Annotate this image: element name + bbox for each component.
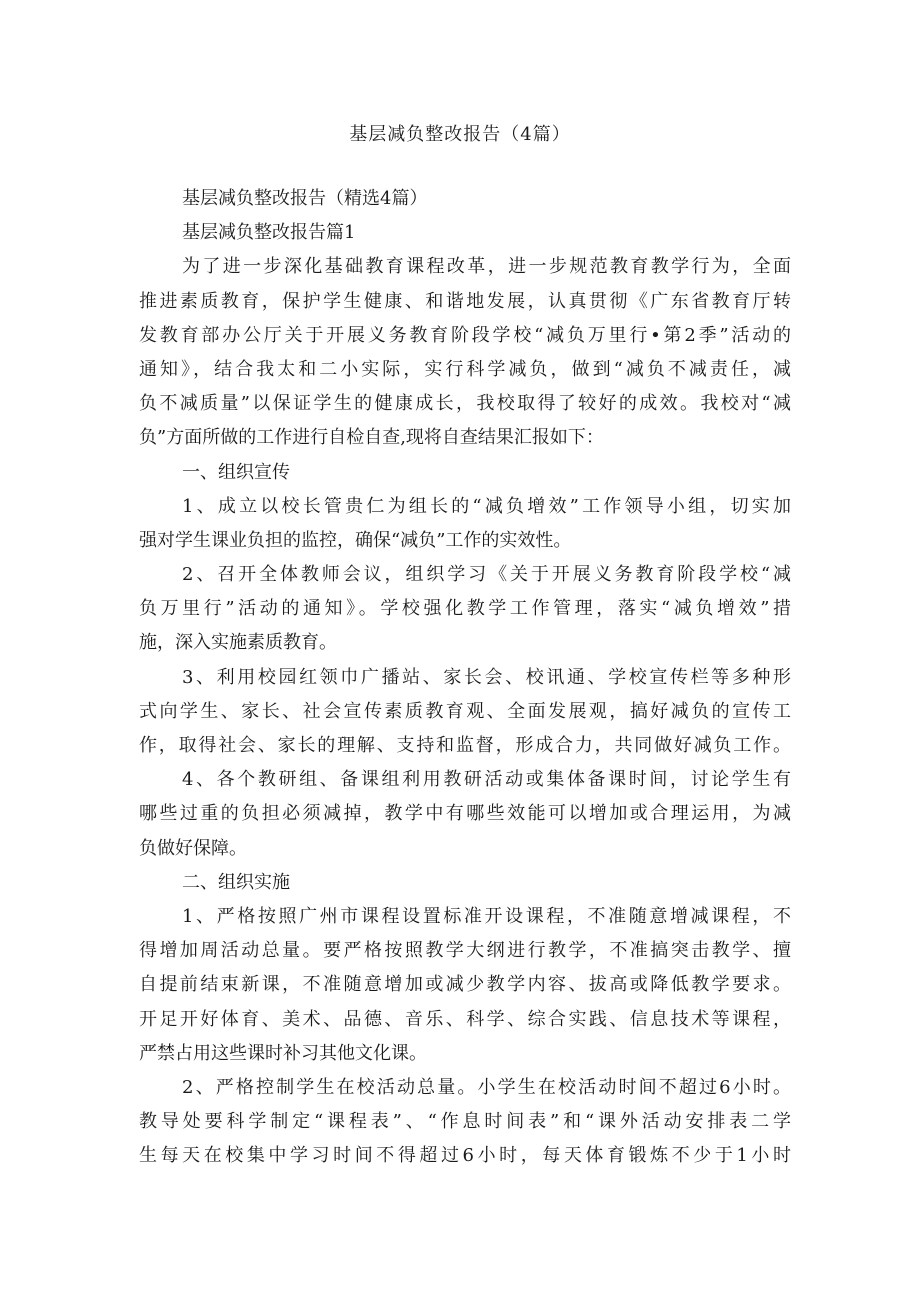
document-body xyxy=(139,182,791,1173)
text-line: 开足开好体育、美术、品德、音乐、科学、综合实践、信息技术等课程， xyxy=(139,1008,791,1030)
text-line: 通知》，结合我太和二小实际，实行科学减负，做到“减负不减责任，减 xyxy=(139,358,791,380)
text-line: 3、利用校园红领巾广播站、家长会、校讯通、学校宣传栏等多种形 xyxy=(182,666,791,688)
text-line: 负”方面所做的工作进行自检自查,现将自查结果汇报如下： xyxy=(139,427,604,449)
text-line: 1、严格按照广州市课程设置标准开设课程，不准随意增减课程，不 xyxy=(182,905,791,927)
text-line: 推进素质教育，保护学生健康、和谐地发展，认真贯彻《广东省教育厅转 xyxy=(139,290,791,312)
text-line: 负不减质量”以保证学生的健康成长，我校取得了较好的成效。我校对“减 xyxy=(139,393,791,415)
text-line: 严禁占用这些课时补习其他文化课。 xyxy=(139,1042,427,1064)
text-line: 一、组织宣传 xyxy=(182,461,290,483)
text-line: 式向学生、家长、社会宣传素质教育观、全面发展观，搞好减负的宣传工 xyxy=(139,700,791,722)
text-line: 负做好保障。 xyxy=(139,837,247,859)
text-line: 生每天在校集中学习时间不得超过6小时，每天体育锻炼不少于1小时 xyxy=(139,1145,791,1167)
text-line: 1、成立以校长管贵仁为组长的“减负增效”工作领导小组，切实加 xyxy=(182,495,791,517)
text-line: 二、组织实施 xyxy=(182,871,290,893)
text-line: 2、严格控制学生在校活动总量。小学生在校活动时间不超过6小时。 xyxy=(182,1076,791,1098)
text-line: 基层减负整改报告（精选4篇） xyxy=(182,188,428,209)
text-line: 为了进一步深化基础教育课程改革，进一步规范教育教学行为，全面 xyxy=(182,256,791,278)
text-line: 施，深入实施素质教育。 xyxy=(139,632,337,654)
text-line: 哪些过重的负担必须减掉，教学中有哪些效能可以增加或合理运用，为减 xyxy=(139,803,791,825)
text-line: 基层减负整改报告篇1 xyxy=(182,222,356,244)
text-line: 负万里行”活动的通知》。学校强化教学工作管理，落实“减负增效”措 xyxy=(139,598,791,620)
text-line: 自提前结束新课，不准随意增加或减少教学内容、拔高或降低教学要求。 xyxy=(139,974,791,996)
document-title: 基层减负整改报告（4篇） xyxy=(349,124,571,145)
text-line: 作，取得社会、家长的理解、支持和监督，形成合力，共同做好减负工作。 xyxy=(139,735,791,756)
text-line: 2、召开全体教师会议，组织学习《关于开展义务教育阶段学校“减 xyxy=(182,564,791,586)
text-line: 强对学生课业负担的监控，确保“减负”工作的实效性。 xyxy=(139,529,572,551)
text-line: 发教育部办公厅关于开展义务教育阶段学校“减负万里行•第2季”活动的 xyxy=(139,324,791,346)
text-line: 4、各个教研组、备课组利用教研活动或集体备课时间，讨论学生有 xyxy=(182,769,791,791)
text-line: 得增加周活动总量。要严格按照教学大纲进行教学，不准搞突击教学、擅 xyxy=(139,940,791,962)
text-line: 教导处要科学制定“课程表”、“作息时间表”和“课外活动安排表二学 xyxy=(139,1111,791,1133)
